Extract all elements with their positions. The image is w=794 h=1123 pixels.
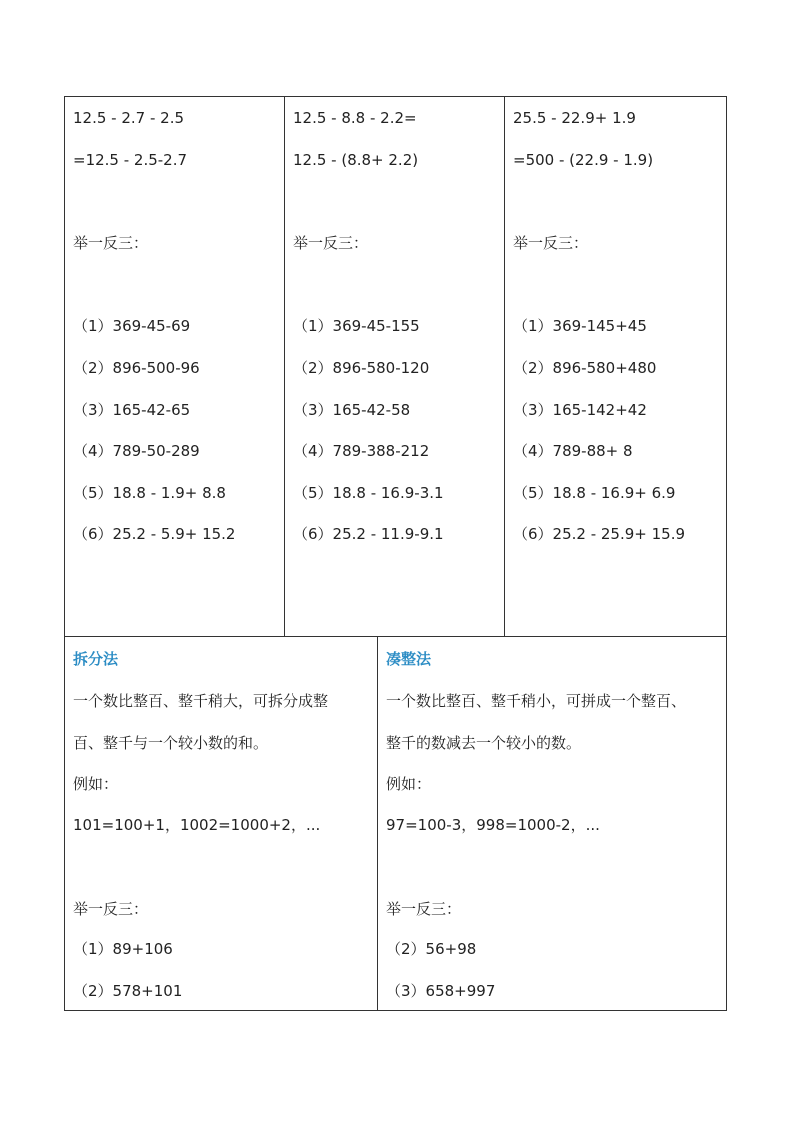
expression-line: 12.5 - 2.7 - 2.5	[73, 109, 185, 127]
expression-line: 12.5 - (8.8+ 2.2)	[293, 151, 419, 169]
practice-item: （2）896-580-120	[293, 359, 430, 377]
practice-label: 举一反三：	[73, 234, 149, 252]
practice-label: 举一反三：	[73, 900, 149, 918]
practice-item: （4）789-88+ 8	[513, 442, 633, 460]
practice-item: （6）25.2 - 11.9-9.1	[293, 525, 444, 543]
practice-item: （4）789-388-212	[293, 442, 430, 460]
method-split	[65, 637, 378, 1010]
practice-item: （1）369-45-155	[293, 317, 420, 335]
practice-item: （2）578+101	[73, 982, 183, 1000]
practice-item: （5）18.8 - 16.9+ 6.9	[513, 484, 676, 502]
example-text: 97=100-3，998=1000-2，...	[386, 816, 600, 834]
bottom-row	[65, 637, 726, 1010]
practice-item: （2）56+98	[386, 940, 477, 958]
practice-item: （1）89+106	[73, 940, 173, 958]
worksheet-table	[64, 96, 727, 1011]
expression-line: =12.5 - 2.5-2.7	[73, 151, 188, 169]
practice-item: （3）165-142+42	[513, 401, 647, 419]
practice-item: （2）896-580+480	[513, 359, 657, 377]
column-1	[65, 97, 285, 636]
method-desc-line: 整千的数减去一个较小的数。	[386, 734, 582, 752]
method-title: 凑整法	[386, 650, 432, 668]
practice-label: 举一反三：	[513, 234, 589, 252]
expression-line: =500 - (22.9 - 1.9)	[513, 151, 654, 169]
practice-item: （5）18.8 - 1.9+ 8.8	[73, 484, 226, 502]
practice-item: （6）25.2 - 5.9+ 15.2	[73, 525, 236, 543]
method-desc-line: 一个数比整百、整千稍小，可拼成一个整百、	[386, 692, 687, 710]
top-row	[65, 97, 726, 637]
example-text: 101=100+1，1002=1000+2，...	[73, 816, 321, 834]
expression-line: 12.5 - 8.8 - 2.2=	[293, 109, 417, 127]
practice-item: （1）369-45-69	[73, 317, 191, 335]
method-title: 拆分法	[73, 650, 119, 668]
method-round-up	[378, 637, 726, 1010]
practice-label: 举一反三：	[386, 900, 462, 918]
column-2	[285, 97, 505, 636]
expression-line: 25.5 - 22.9+ 1.9	[513, 109, 636, 127]
practice-item: （4）789-50-289	[73, 442, 200, 460]
practice-item: （5）18.8 - 16.9-3.1	[293, 484, 444, 502]
method-desc-line: 百、整千与一个较小数的和。	[73, 734, 269, 752]
practice-item: （6）25.2 - 25.9+ 15.9	[513, 525, 686, 543]
example-label: 例如：	[386, 775, 432, 793]
practice-label: 举一反三：	[293, 234, 369, 252]
practice-item: （1）369-145+45	[513, 317, 647, 335]
practice-item: （3）165-42-58	[293, 401, 411, 419]
practice-item: （3）165-42-65	[73, 401, 191, 419]
example-label: 例如：	[73, 775, 119, 793]
method-desc-line: 一个数比整百、整千稍大，可拆分成整	[73, 692, 329, 710]
column-3	[505, 97, 726, 636]
practice-item: （3）658+997	[386, 982, 496, 1000]
practice-item: （2）896-500-96	[73, 359, 200, 377]
